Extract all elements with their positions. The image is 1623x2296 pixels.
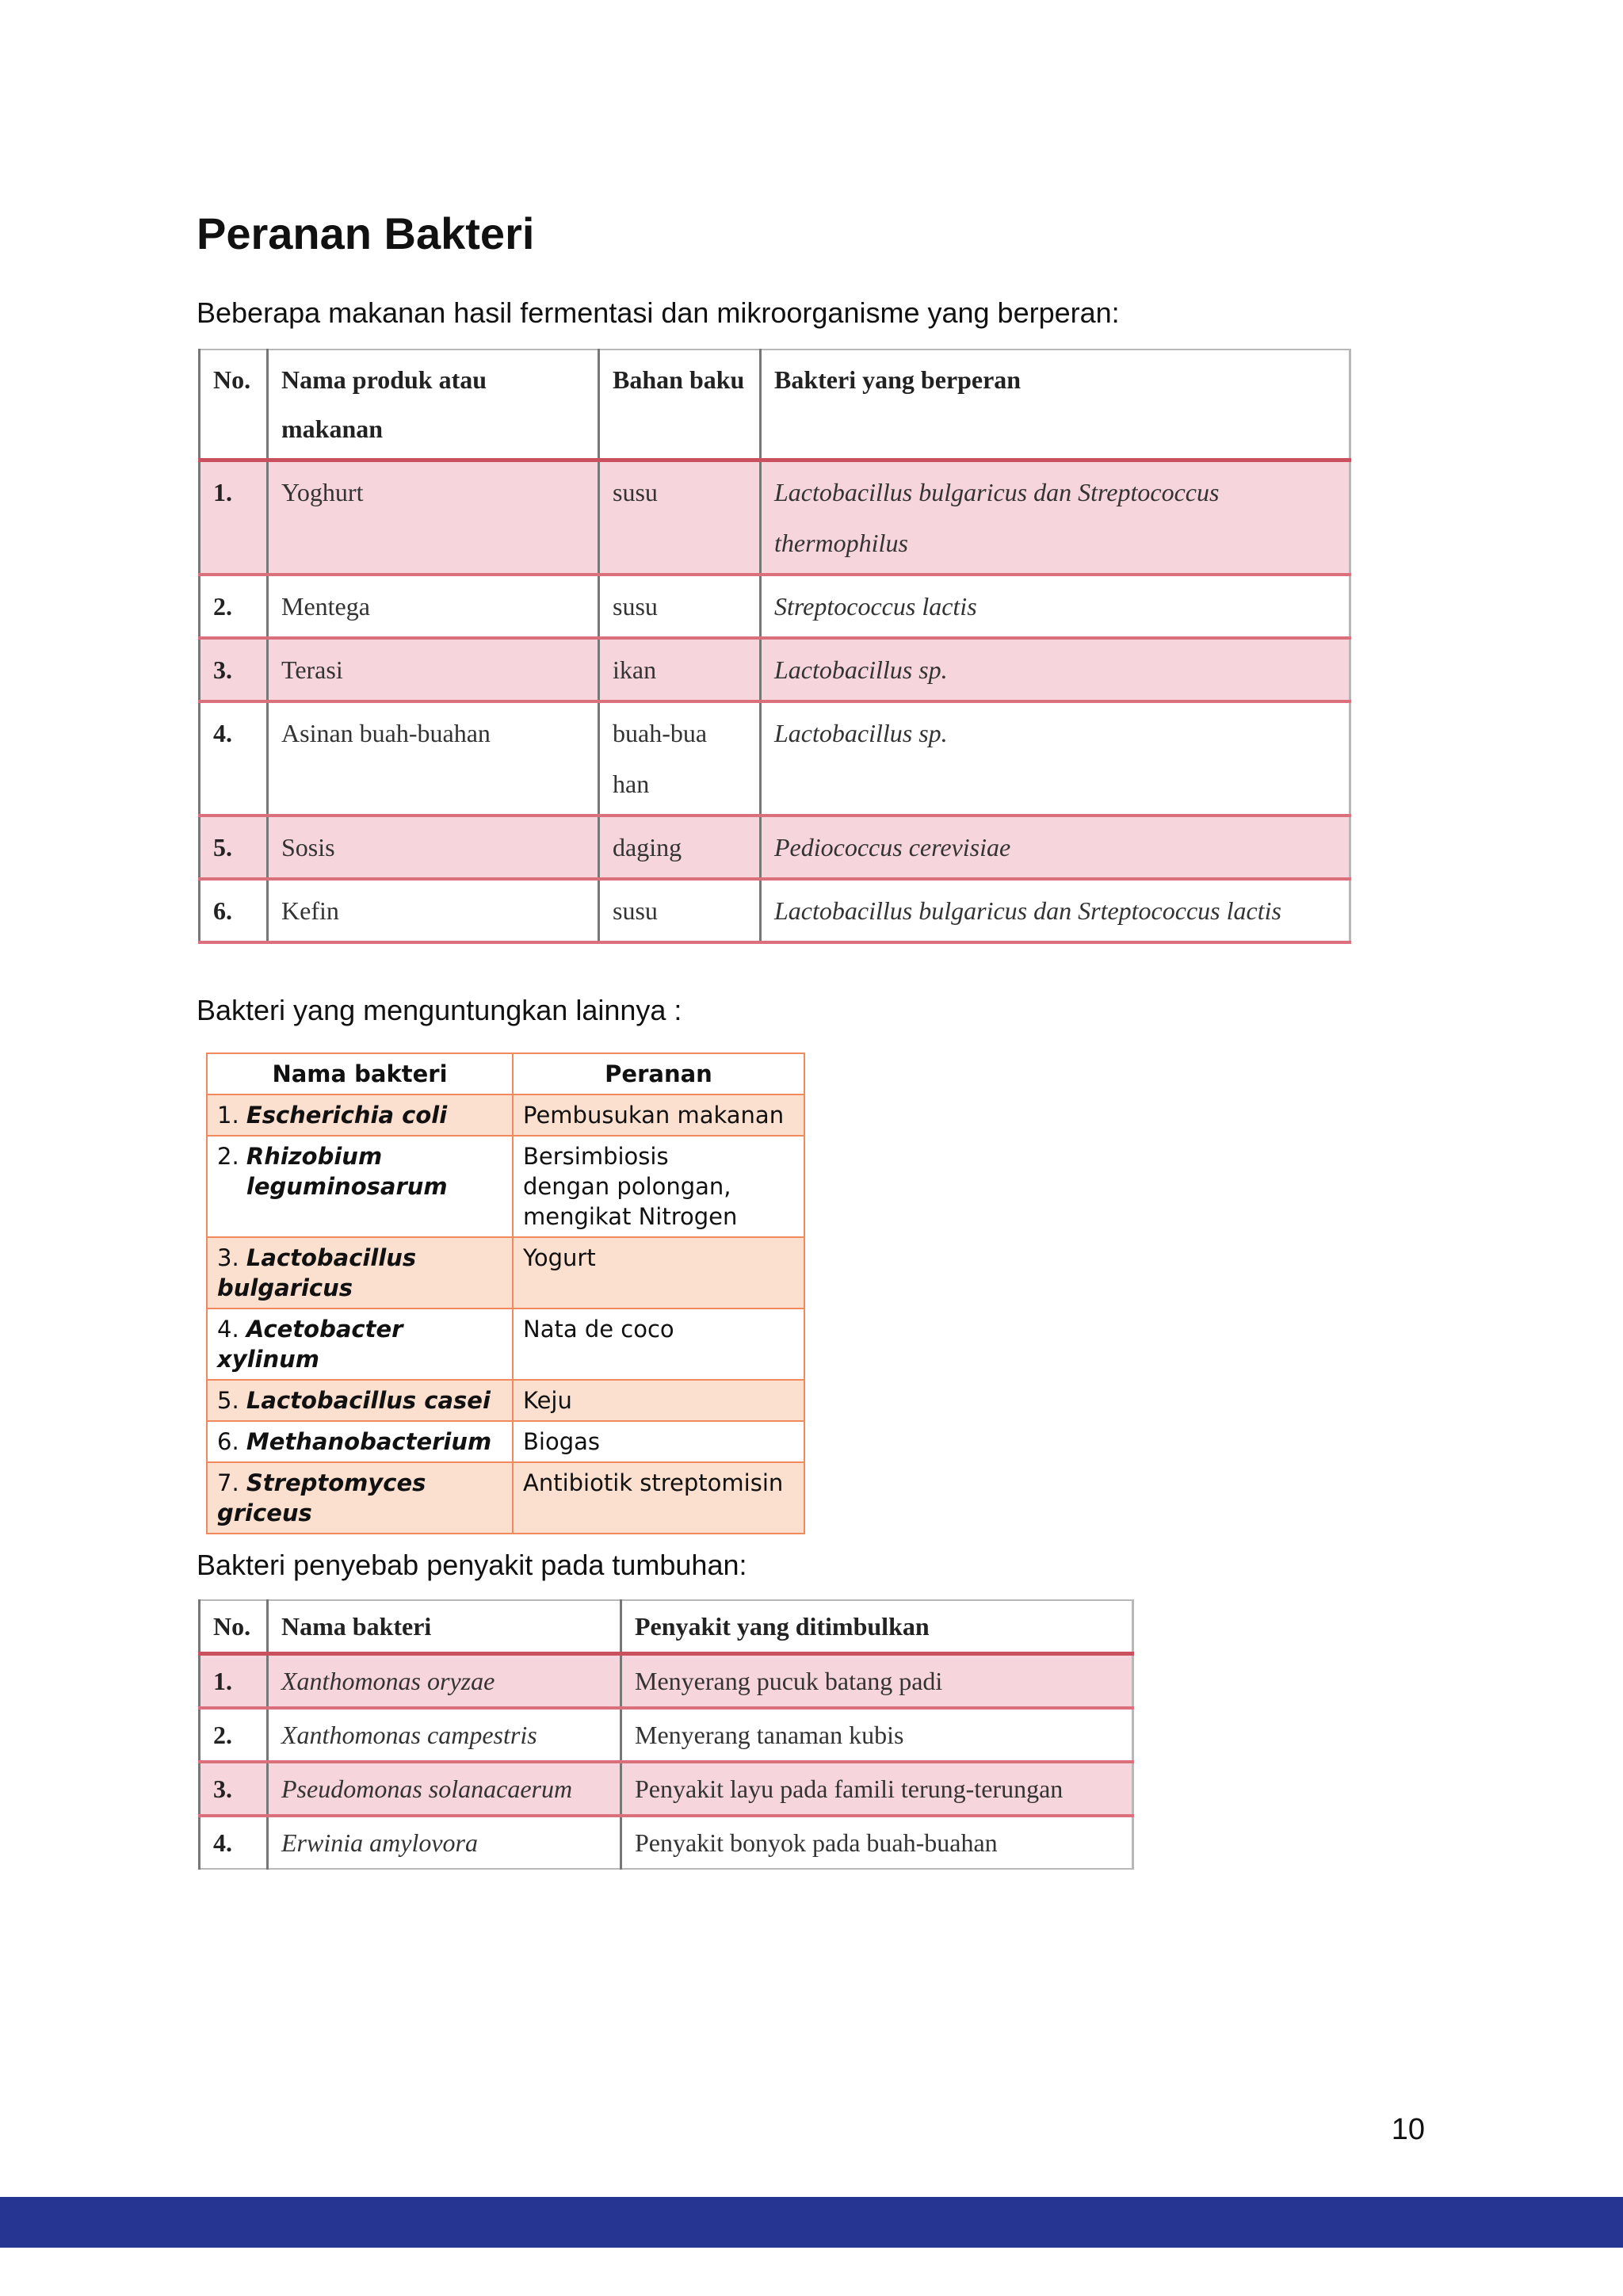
header-bakteri: Bakteri yang berperan: [761, 350, 1350, 460]
cell-peranan: Pembusukan makanan: [513, 1095, 804, 1136]
cell-peranan: Antibiotik streptomisin: [513, 1462, 804, 1534]
cell-no: 4.: [200, 701, 268, 816]
table-row: [207, 1136, 804, 1237]
intro-penyakit: Bakteri penyebab penyakit pada tumbuhan:: [197, 1549, 747, 1581]
cell-produk: Terasi: [268, 638, 599, 701]
cell-peranan: [513, 1136, 804, 1237]
table-row: [207, 1421, 804, 1462]
bacteria-name: Methanobacterium: [246, 1428, 492, 1455]
penyakit-table: [198, 1599, 1134, 1870]
cell-peranan: Nata de coco: [513, 1308, 804, 1380]
cell-bakteri: Lactobacillus sp.: [761, 701, 1350, 816]
cell-no: 2.: [200, 575, 268, 638]
menguntungkan-table: [206, 1052, 805, 1534]
cell-produk: Mentega: [268, 575, 599, 638]
cell-bahan: susu: [599, 879, 761, 942]
cell-no: 1.: [200, 460, 268, 575]
cell-nama: [207, 1462, 513, 1534]
table-row: [207, 1380, 804, 1421]
cell-bahan: [599, 701, 761, 816]
bacteria-name: Streptomyces griceus: [217, 1469, 426, 1526]
table-row: [200, 1762, 1133, 1816]
header-peranan: Peranan: [513, 1053, 804, 1095]
cell-bahan: susu: [599, 575, 761, 638]
cell-nama: [207, 1380, 513, 1421]
cell-nama: Xanthomonas campestris: [268, 1708, 621, 1762]
cell-peranan: Biogas: [513, 1421, 804, 1462]
table-row: [207, 1237, 804, 1308]
bacteria-name: Acetobacter xylinum: [217, 1316, 403, 1373]
cell-bakteri: Pediococcus cerevisiae: [761, 816, 1350, 879]
cell-no: 2.: [200, 1708, 268, 1762]
table-header-row: [207, 1053, 804, 1095]
cell-nama: [207, 1237, 513, 1308]
header-no: No.: [200, 1600, 268, 1654]
row-number: 4.: [217, 1316, 239, 1343]
cell-peranan: Yogurt: [513, 1237, 804, 1308]
cell-no: 3.: [200, 638, 268, 701]
cell-bakteri: Streptococcus lactis: [761, 575, 1350, 638]
cell-bahan: daging: [599, 816, 761, 879]
cell-bahan: ikan: [599, 638, 761, 701]
cell-peranan: Keju: [513, 1380, 804, 1421]
cell-produk: Kefin: [268, 879, 599, 942]
header-bahan: Bahan baku: [599, 350, 761, 460]
cell-bakteri: Lactobacillus bulgaricus dan Streptococcus thermophilus: [761, 460, 1350, 575]
header-produk: Nama produk atau makanan: [268, 350, 599, 460]
table-row: [200, 1708, 1133, 1762]
cell-no: 3.: [200, 1762, 268, 1816]
cell-produk: Yoghurt: [268, 460, 599, 575]
header-nama-bakteri: Nama bakteri: [268, 1600, 621, 1654]
cell-no: 5.: [200, 816, 268, 879]
header-penyakit: Penyakit yang ditimbulkan: [621, 1600, 1133, 1654]
cell-no: 1.: [200, 1654, 268, 1709]
cell-penyakit: Menyerang tanaman kubis: [621, 1708, 1133, 1762]
cell-nama: Erwinia amylovora: [268, 1816, 621, 1869]
cell-nama: [207, 1095, 513, 1136]
cell-bahan-text: buah-buahan: [613, 719, 708, 798]
cell-no: 4.: [200, 1816, 268, 1869]
cell-produk: Asinan buah-buahan: [268, 701, 599, 816]
row-number: 2.: [217, 1143, 239, 1170]
cell-bahan: susu: [599, 460, 761, 575]
cell-nama: [207, 1308, 513, 1380]
cell-nama: Pseudomonas solanacaerum: [268, 1762, 621, 1816]
cell-bakteri: Lactobacillus bulgaricus dan Srteptococcus lactis: [761, 879, 1350, 942]
cell-penyakit: Penyakit bonyok pada buah-buahan: [621, 1816, 1133, 1869]
intro-menguntungkan: Bakteri yang menguntungkan lainnya :: [197, 994, 682, 1026]
cell-nama: [207, 1421, 513, 1462]
bacteria-name: Lactobacillus bulgaricus: [217, 1244, 417, 1301]
row-number: 7.: [217, 1469, 239, 1496]
header-no: No.: [200, 350, 268, 460]
table-row: [200, 460, 1350, 575]
page-title: Peranan Bakteri: [197, 208, 535, 258]
footer-bar: [0, 2197, 1623, 2248]
row-number: 6.: [217, 1428, 239, 1455]
row-number: 5.: [217, 1387, 239, 1414]
table-row: [200, 1816, 1133, 1869]
table-row: [200, 816, 1350, 879]
cell-bakteri: Lactobacillus sp.: [761, 638, 1350, 701]
cell-nama: Xanthomonas oryzae: [268, 1654, 621, 1709]
bacteria-name: Lactobacillus casei: [246, 1387, 491, 1414]
table-row: [200, 575, 1350, 638]
fermentasi-table: [198, 349, 1351, 944]
table-row: [200, 1654, 1133, 1709]
peranan-text: Bersimbiosis dengan polongan, mengikat Nitrogen: [523, 1143, 738, 1230]
row-number: 3.: [217, 1244, 239, 1271]
table-row: [207, 1095, 804, 1136]
bacteria-name: Escherichia coli: [246, 1102, 448, 1129]
table-row: [200, 701, 1350, 816]
intro-fermentasi: Beberapa makanan hasil fermentasi dan mikroorganisme yang berperan:: [197, 296, 1120, 329]
header-nama-bakteri: Nama bakteri: [207, 1053, 513, 1095]
table-row: [200, 879, 1350, 942]
table-header-row: [200, 1600, 1133, 1654]
cell-penyakit: Penyakit layu pada famili terung-terungan: [621, 1762, 1133, 1816]
table-row: [200, 638, 1350, 701]
cell-nama: [207, 1136, 513, 1237]
bacteria-name: Rhizobium leguminosarum: [246, 1143, 448, 1200]
page-number: 10: [1391, 2113, 1425, 2146]
cell-no: 6.: [200, 879, 268, 942]
table-header-row: [200, 350, 1350, 460]
table-row: [207, 1462, 804, 1534]
cell-penyakit: Menyerang pucuk batang padi: [621, 1654, 1133, 1709]
cell-produk: Sosis: [268, 816, 599, 879]
row-number: 1.: [217, 1102, 239, 1129]
table-row: [207, 1308, 804, 1380]
